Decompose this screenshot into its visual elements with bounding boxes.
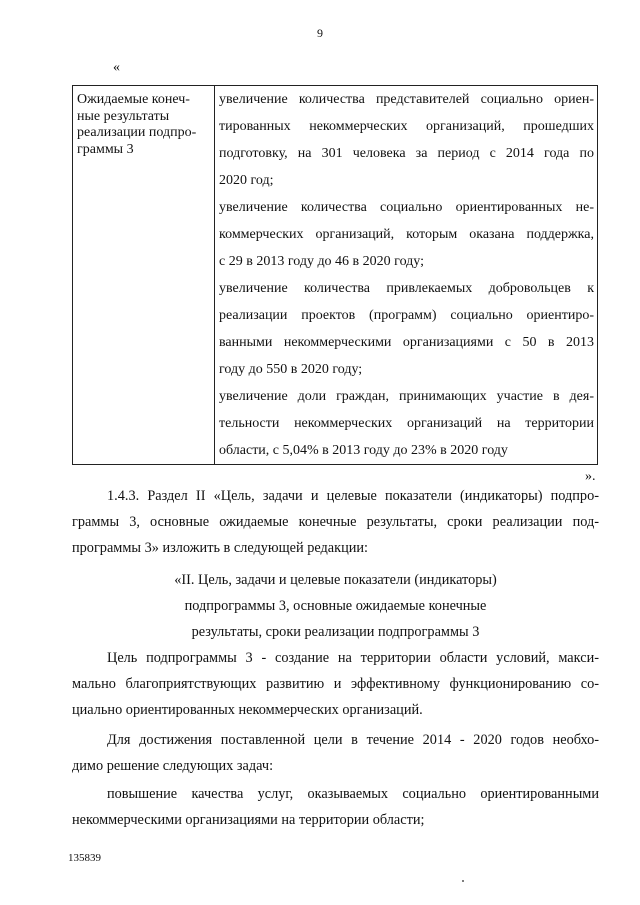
- table-row: [73, 86, 598, 465]
- closing-quote: ».: [585, 469, 596, 484]
- content-line: подготовку, на 301 человека за период с 2014 года по: [219, 146, 594, 161]
- content-line: области, с 5,04% в 2013 году до 23% в 2020 году: [219, 443, 508, 458]
- task-1-line: повышение качества услуг, оказываемых социально ориентированными: [107, 786, 599, 802]
- scan-speck: [462, 880, 464, 882]
- content-line: 2020 год;: [219, 173, 274, 188]
- paragraph-1-4-3-line: 1.4.3. Раздел II «Цель, задачи и целевые показатели (индикаторы) подпро-: [107, 488, 599, 504]
- paragraph-1-4-3-line: граммы 3, основные ожидаемые конечные результаты, сроки реализации под-: [72, 514, 599, 530]
- table-content-cell: [215, 86, 598, 465]
- expected-results-table: [72, 85, 598, 465]
- content-line: увеличение количества привлекаемых добровольцев к: [219, 281, 594, 296]
- content-line: увеличение количества представителей социально ориен-: [219, 92, 594, 107]
- goal-paragraph-line: Цель подпрограммы 3 - создание на территории области условий, макси-: [107, 650, 599, 666]
- content-line: с 29 в 2013 году до 46 в 2020 году;: [219, 254, 424, 269]
- content-line: году до 550 в 2020 году;: [219, 362, 363, 377]
- section-heading-line: «II. Цель, задачи и целевые показатели (индикаторы): [174, 572, 497, 588]
- content-line: увеличение доли граждан, принимающих участие в дея-: [219, 389, 594, 404]
- page-number: 9: [317, 26, 323, 40]
- section-heading-line: подпрограммы 3, основные ожидаемые конечные: [184, 598, 487, 614]
- content-line: коммерческих организаций, которым оказана поддержка,: [219, 227, 594, 242]
- label-line: Ожидаемые конеч-: [77, 92, 190, 107]
- goal-paragraph-line: мально благоприятствующих развитию и эффективному функционированию со-: [72, 676, 599, 692]
- content-line: реализации проектов (программ) социально ориентиро-: [219, 308, 594, 323]
- tasks-paragraph-line: димо решение следующих задач:: [72, 758, 274, 774]
- paragraph-1-4-3-line: программы 3» изложить в следующей редакции:: [72, 540, 368, 556]
- content-line: тельности некоммерческих организаций на территории: [219, 416, 594, 431]
- task-1-line: некоммерческими организациями на территории области;: [72, 812, 425, 828]
- label-line: реализации подпро-: [77, 125, 197, 140]
- content-line: увеличение количества социально ориентированных не-: [219, 200, 594, 215]
- opening-quote: «: [113, 60, 120, 75]
- document-code: 135839: [68, 852, 101, 864]
- tasks-paragraph-line: Для достижения поставленной цели в течение 2014 - 2020 годов необхо-: [107, 732, 599, 748]
- goal-paragraph-line: циально ориентированных некоммерческих организаций.: [72, 702, 423, 718]
- section-heading-line: результаты, сроки реализации подпрограммы 3: [191, 624, 480, 640]
- content-line: тированных некоммерческих организаций, прошедших: [219, 119, 594, 134]
- label-line: граммы 3: [77, 141, 134, 157]
- content-line: ванными некоммерческими организациями с 50 в 2013: [219, 335, 594, 350]
- table-label-cell: [73, 86, 215, 465]
- label-line: ные результаты: [77, 108, 170, 124]
